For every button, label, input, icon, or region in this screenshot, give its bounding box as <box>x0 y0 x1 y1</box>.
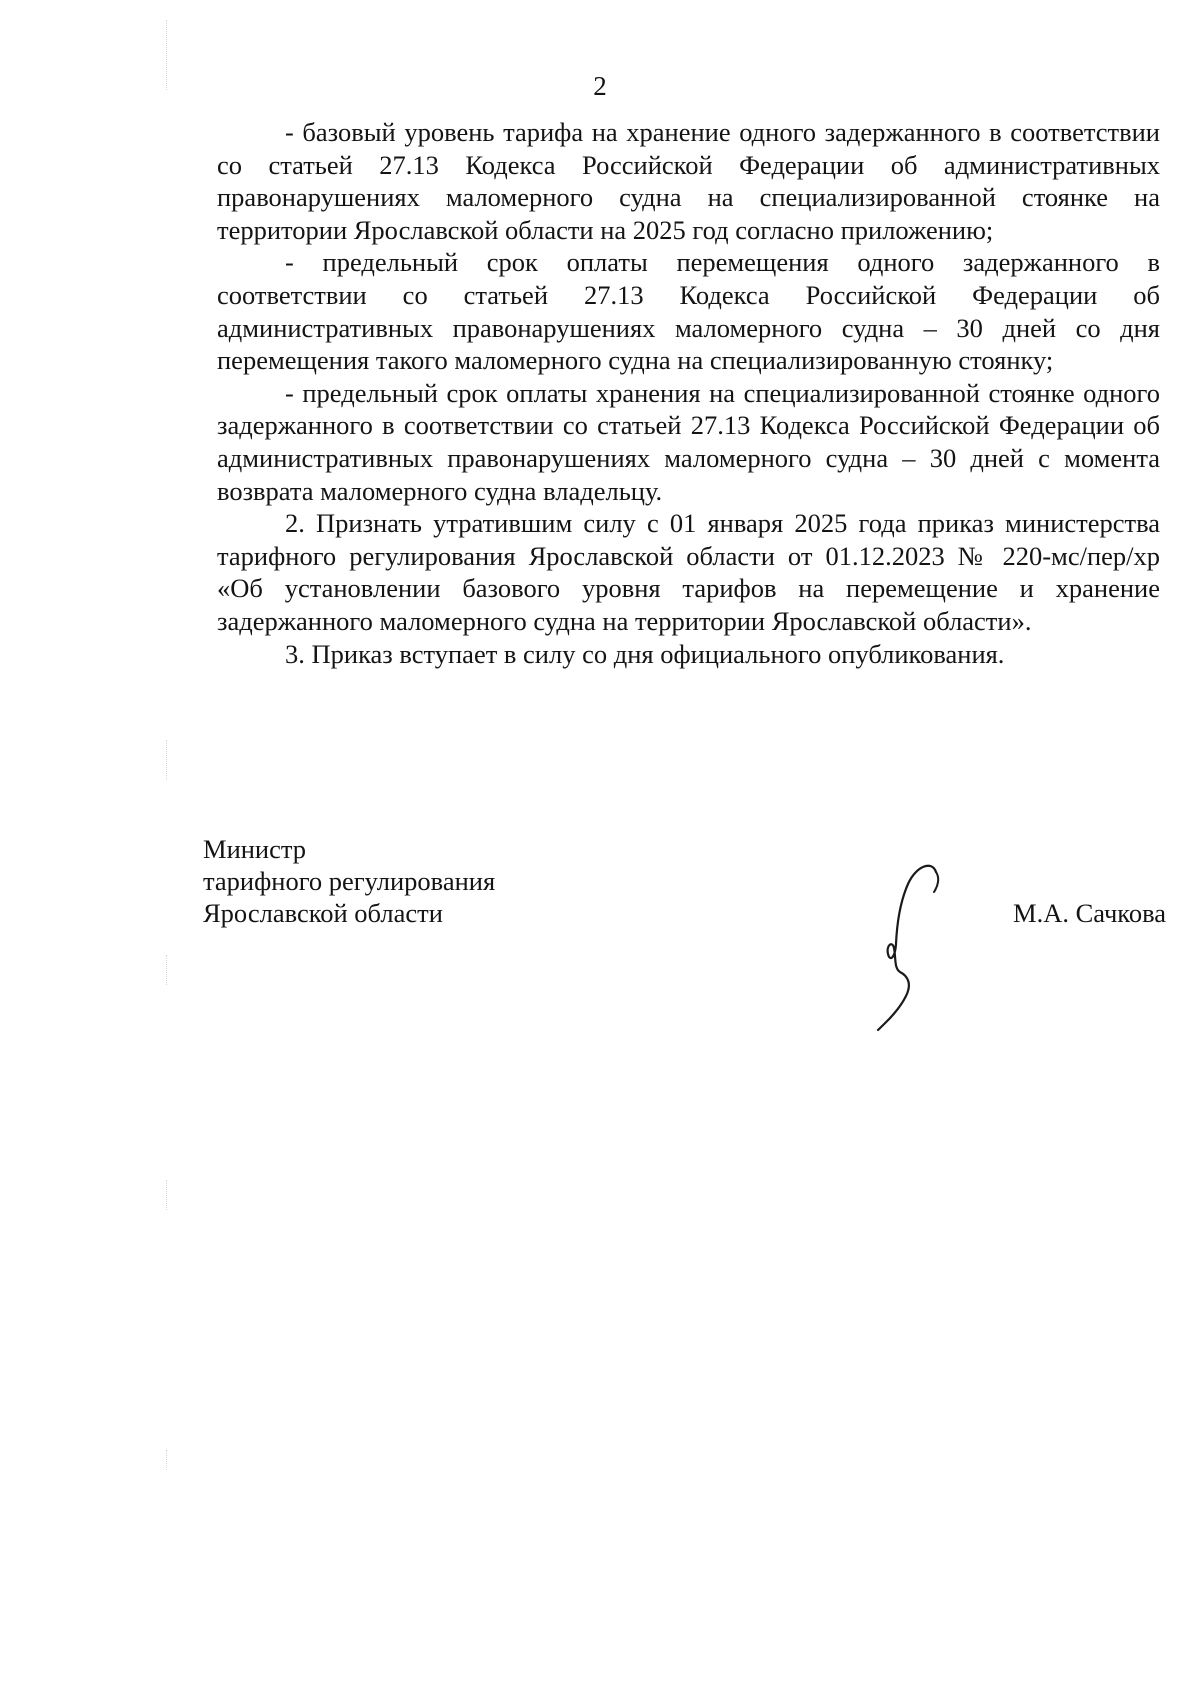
paragraph-storage-deadline: - предельный срок оплаты хранения на специализированной стоянке одного задержанного в соответствии со статьей 27.13 Кодекса Российской Федерации об административных правонарушениях маломерного судна – 30 дней с момента возврата маломерного судна владельцу. <box>217 377 1160 506</box>
scan-margin-dots <box>166 1450 169 1470</box>
signatory-position <box>203 833 495 929</box>
paragraph-effective-date: 3. Приказ вступает в силу со дня официального опубликования. <box>285 638 1005 669</box>
position-line: тарифного регулирования <box>203 866 496 896</box>
paragraph-relocation-deadline: - предельный срок оплаты перемещения одного задержанного в соответствии со статьей 27.13 Кодекса Российской Федерации об административных правонарушениях маломерного судна – 30 дней со дня перемещения такого маломерного судна на специализированную стоянку; <box>217 247 1160 376</box>
position-line: Министр <box>203 834 307 864</box>
handwritten-signature <box>850 862 950 1032</box>
page-number: 2 <box>593 71 607 101</box>
document-body <box>217 116 1160 670</box>
paragraph-base-tariff: - базовый уровень тарифа на хранение одного задержанного в соответствии со статьей 27.13 Кодекса Российской Федерации об административных правонарушениях маломерного судна на специализированной стоянке на территории Ярославской области на 2025 год согласно приложению; <box>217 117 1160 245</box>
scan-margin-dots <box>166 955 169 985</box>
signer-name: М.А. Сачкова <box>1013 898 1166 928</box>
position-line: Ярославской области <box>203 898 443 928</box>
scan-margin-dots <box>166 1180 169 1210</box>
scan-margin-dots <box>166 740 169 780</box>
paragraph-repeal-order: 2. Признать утратившим силу с 01 января 2025 года приказ министерства тарифного регулирования Ярославской области от 01.12.2023 № 220-мс/пер/хр «Об установлении базового уровня тарифов на перемещение и хранение задержанного маломерного судна на территории Ярославской области». <box>217 508 1160 636</box>
